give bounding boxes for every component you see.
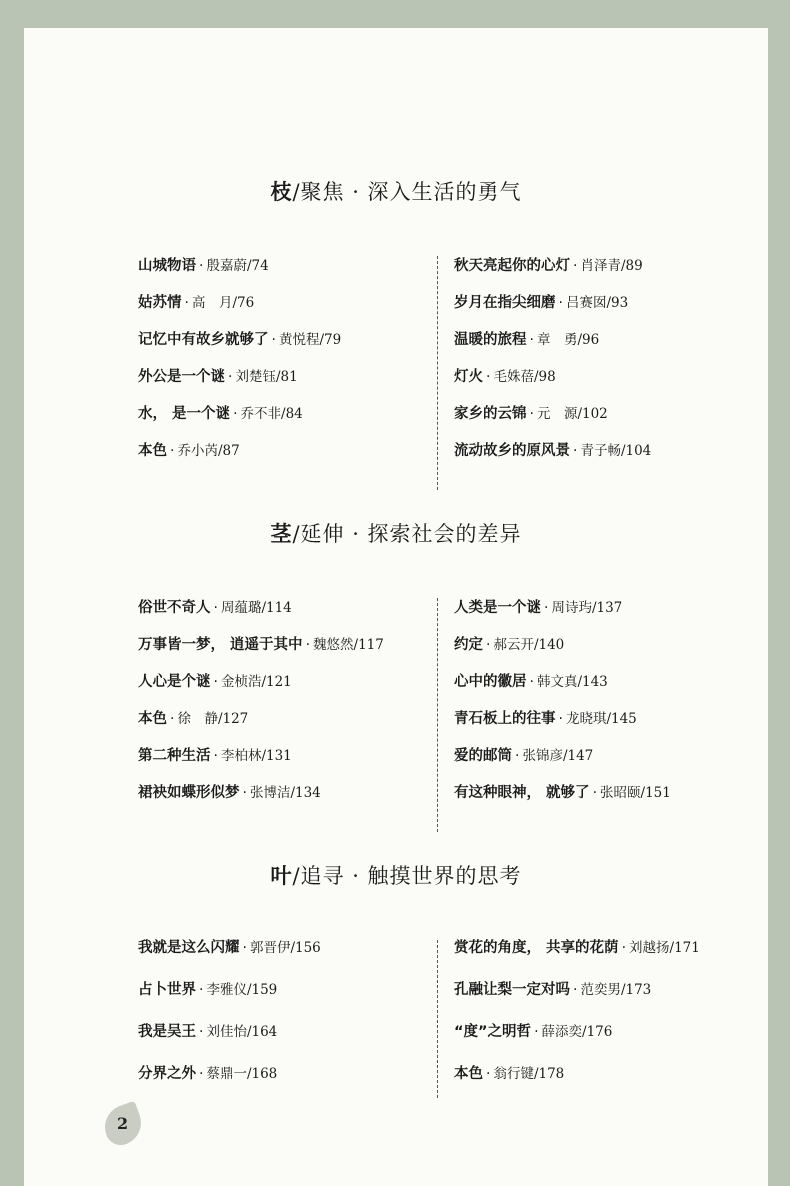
toc-entry[interactable]: 我就是这么闪耀 · 郭晋伊/156	[138, 940, 321, 956]
entry-title: 外公是一个谜	[138, 369, 225, 385]
section-2-char: 茎	[270, 522, 293, 546]
entry-title: 岁月在指尖细磨	[454, 295, 556, 311]
entry-author-page: 吕赛囡/93	[565, 295, 629, 311]
toc-entry[interactable]: 第二种生活 · 李柏林/131	[138, 748, 292, 764]
entry-author-page: 周诗玙/137	[551, 600, 623, 616]
entry-title: “度”之明哲	[454, 1024, 532, 1040]
toc-entry[interactable]: 人心是个谜 · 金桢浩/121	[138, 674, 292, 690]
entry-author-page: 薛添奕/176	[541, 1024, 613, 1040]
entry-title: 温暖的旅程	[454, 332, 527, 348]
entry-title: 裙袂如蝶形似梦	[138, 785, 240, 801]
entry-title: 本色	[138, 443, 167, 459]
toc-entry[interactable]: 山城物语 · 殷嘉蔚/74	[138, 258, 269, 274]
entry-author-page: 郭晋伊/156	[249, 940, 321, 956]
entry-author-page: 翁行键/178	[493, 1066, 565, 1082]
toc-entry[interactable]: 万事皆一梦， 逍遥于其中 · 魏悠然/117	[138, 637, 384, 653]
entry-author-page: 高 月/76	[191, 295, 255, 311]
entry-author-page: 魏悠然/117	[313, 637, 384, 653]
toc-entry[interactable]: 灯火 · 毛姝蓓/98	[454, 369, 556, 385]
entry-author-page: 殷嘉蔚/74	[206, 258, 269, 274]
entry-title: 心中的徽居	[454, 674, 527, 690]
entry-title: 秋天亮起你的心灯	[454, 258, 570, 274]
entry-author-page: 金桢浩/121	[220, 674, 292, 690]
entry-author-page: 李柏林/131	[220, 748, 292, 764]
entry-author-page: 徐 静/127	[177, 711, 249, 727]
toc-entry[interactable]: 分界之外 · 蔡鼎一/168	[138, 1066, 278, 1082]
page-number-badge	[104, 1106, 144, 1146]
entry-title: 约定	[454, 637, 483, 653]
entry-title: 水， 是一个谜	[138, 406, 231, 422]
section-title-3	[24, 860, 768, 890]
entry-title: 万事皆一梦， 逍遥于其中	[138, 637, 303, 653]
entry-title: 第二种生活	[138, 748, 211, 764]
toc-entry[interactable]: 占卜世界 · 李雅仪/159	[138, 982, 278, 998]
toc-entry[interactable]: “度”之明哲 · 薛添奕/176	[454, 1024, 613, 1040]
entry-author-page: 张博洁/134	[249, 785, 321, 801]
section-3-char: 叶	[270, 864, 293, 888]
toc-entry[interactable]: 家乡的云锦 · 元 源/102	[454, 406, 608, 422]
toc-entry[interactable]: 本色 · 翁行键/178	[454, 1066, 565, 1082]
entry-author-page: 青子畅/104	[580, 443, 652, 459]
entry-title: 我就是这么闪耀	[138, 940, 240, 956]
toc-entry[interactable]: 心中的徽居 · 韩文真/143	[454, 674, 608, 690]
entry-author-page: 蔡鼎一/168	[206, 1066, 278, 1082]
toc-entry[interactable]: 爱的邮筒 · 张锦彦/147	[454, 748, 594, 764]
entry-title: 姑苏情	[138, 295, 182, 311]
section-3-title: /追寻 · 触摸世界的思考	[292, 864, 522, 888]
toc-entry[interactable]: 水， 是一个谜 · 乔不非/84	[138, 406, 303, 422]
entry-author-page: 乔小芮/87	[177, 443, 240, 459]
toc-entry[interactable]: 约定 · 郝云开/140	[454, 637, 565, 653]
toc-entry[interactable]: 青石板上的往事 · 龙晓琪/145	[454, 711, 637, 727]
entry-author-page: 范奕男/173	[580, 982, 652, 998]
entry-author-page: 章 勇/96	[536, 332, 600, 348]
column-divider-2	[437, 598, 438, 832]
toc-entry[interactable]: 姑苏情 · 高 月/76	[138, 295, 255, 311]
book-page	[24, 28, 768, 1186]
entry-title: 赏花的角度， 共享的花荫	[454, 940, 619, 956]
entry-author-page: 肖泽青/89	[580, 258, 643, 274]
toc-entry[interactable]: 秋天亮起你的心灯 · 肖泽青/89	[454, 258, 643, 274]
column-divider-3	[437, 940, 438, 1098]
section-2-title: /延伸 · 探索社会的差异	[292, 522, 522, 546]
entry-title: 有这种眼神， 就够了	[454, 785, 590, 801]
toc-entry[interactable]: 温暖的旅程 · 章 勇/96	[454, 332, 600, 348]
page-number: 2	[117, 1114, 129, 1133]
entry-author-page: 张锦彦/147	[522, 748, 594, 764]
entry-title: 爱的邮筒	[454, 748, 512, 764]
toc-entry[interactable]: 孔融让梨一定对吗 · 范奕男/173	[454, 982, 652, 998]
entry-author-page: 刘越扬/171	[629, 940, 700, 956]
entry-title: 我是吴王	[138, 1024, 196, 1040]
entry-title: 流动故乡的原风景	[454, 443, 570, 459]
toc-entry[interactable]: 我是吴王 · 刘佳怡/164	[138, 1024, 278, 1040]
column-divider-1	[437, 256, 438, 490]
toc-entry[interactable]: 俗世不奇人 · 周蕴璐/114	[138, 600, 292, 616]
entry-author-page: 周蕴璐/114	[220, 600, 292, 616]
section-1-char: 枝	[270, 180, 293, 204]
entry-title: 孔融让梨一定对吗	[454, 982, 570, 998]
entry-author-page: 毛姝蓓/98	[493, 369, 556, 385]
toc-entry[interactable]: 赏花的角度， 共享的花荫 · 刘越扬/171	[454, 940, 700, 956]
entry-title: 人心是个谜	[138, 674, 211, 690]
entry-author-page: 刘楚钰/81	[235, 369, 298, 385]
toc-entry[interactable]: 流动故乡的原风景 · 青子畅/104	[454, 443, 652, 459]
entry-author-page: 张昭颐/151	[600, 785, 671, 801]
toc-entry[interactable]: 本色 · 乔小芮/87	[138, 443, 240, 459]
toc-entry[interactable]: 有这种眼神， 就够了 · 张昭颐/151	[454, 785, 671, 801]
entry-author-page: 韩文真/143	[536, 674, 608, 690]
toc-entry[interactable]: 人类是一个谜 · 周诗玙/137	[454, 600, 623, 616]
entry-title: 占卜世界	[138, 982, 196, 998]
entry-author-page: 黄悦程/79	[278, 332, 342, 348]
entry-title: 本色	[454, 1066, 483, 1082]
entry-author-page: 乔不非/84	[240, 406, 303, 422]
toc-entry[interactable]: 岁月在指尖细磨 · 吕赛囡/93	[454, 295, 629, 311]
entry-title: 记忆中有故乡就够了	[138, 332, 269, 348]
entry-author-page: 刘佳怡/164	[206, 1024, 278, 1040]
entry-author-page: 郝云开/140	[493, 637, 565, 653]
entry-author-page: 元 源/102	[536, 406, 608, 422]
toc-entry[interactable]: 本色 · 徐 静/127	[138, 711, 249, 727]
entry-author-page: 龙晓琪/145	[565, 711, 637, 727]
entry-title: 灯火	[454, 369, 483, 385]
section-title-2	[24, 518, 768, 548]
entry-title: 分界之外	[138, 1066, 196, 1082]
entry-title: 俗世不奇人	[138, 600, 211, 616]
section-title-1	[24, 176, 768, 206]
toc-entry[interactable]: 裙袂如蝶形似梦 · 张博洁/134	[138, 785, 321, 801]
entry-title: 家乡的云锦	[454, 406, 527, 422]
toc-entry[interactable]: 记忆中有故乡就够了 · 黄悦程/79	[138, 332, 342, 348]
entry-author-page: 李雅仪/159	[206, 982, 278, 998]
entry-title: 山城物语	[138, 258, 196, 274]
entry-title: 本色	[138, 711, 167, 727]
entry-title: 人类是一个谜	[454, 600, 541, 616]
toc-entry[interactable]: 外公是一个谜 · 刘楚钰/81	[138, 369, 298, 385]
section-1-title: /聚焦 · 深入生活的勇气	[292, 180, 522, 204]
entry-title: 青石板上的往事	[454, 711, 556, 727]
